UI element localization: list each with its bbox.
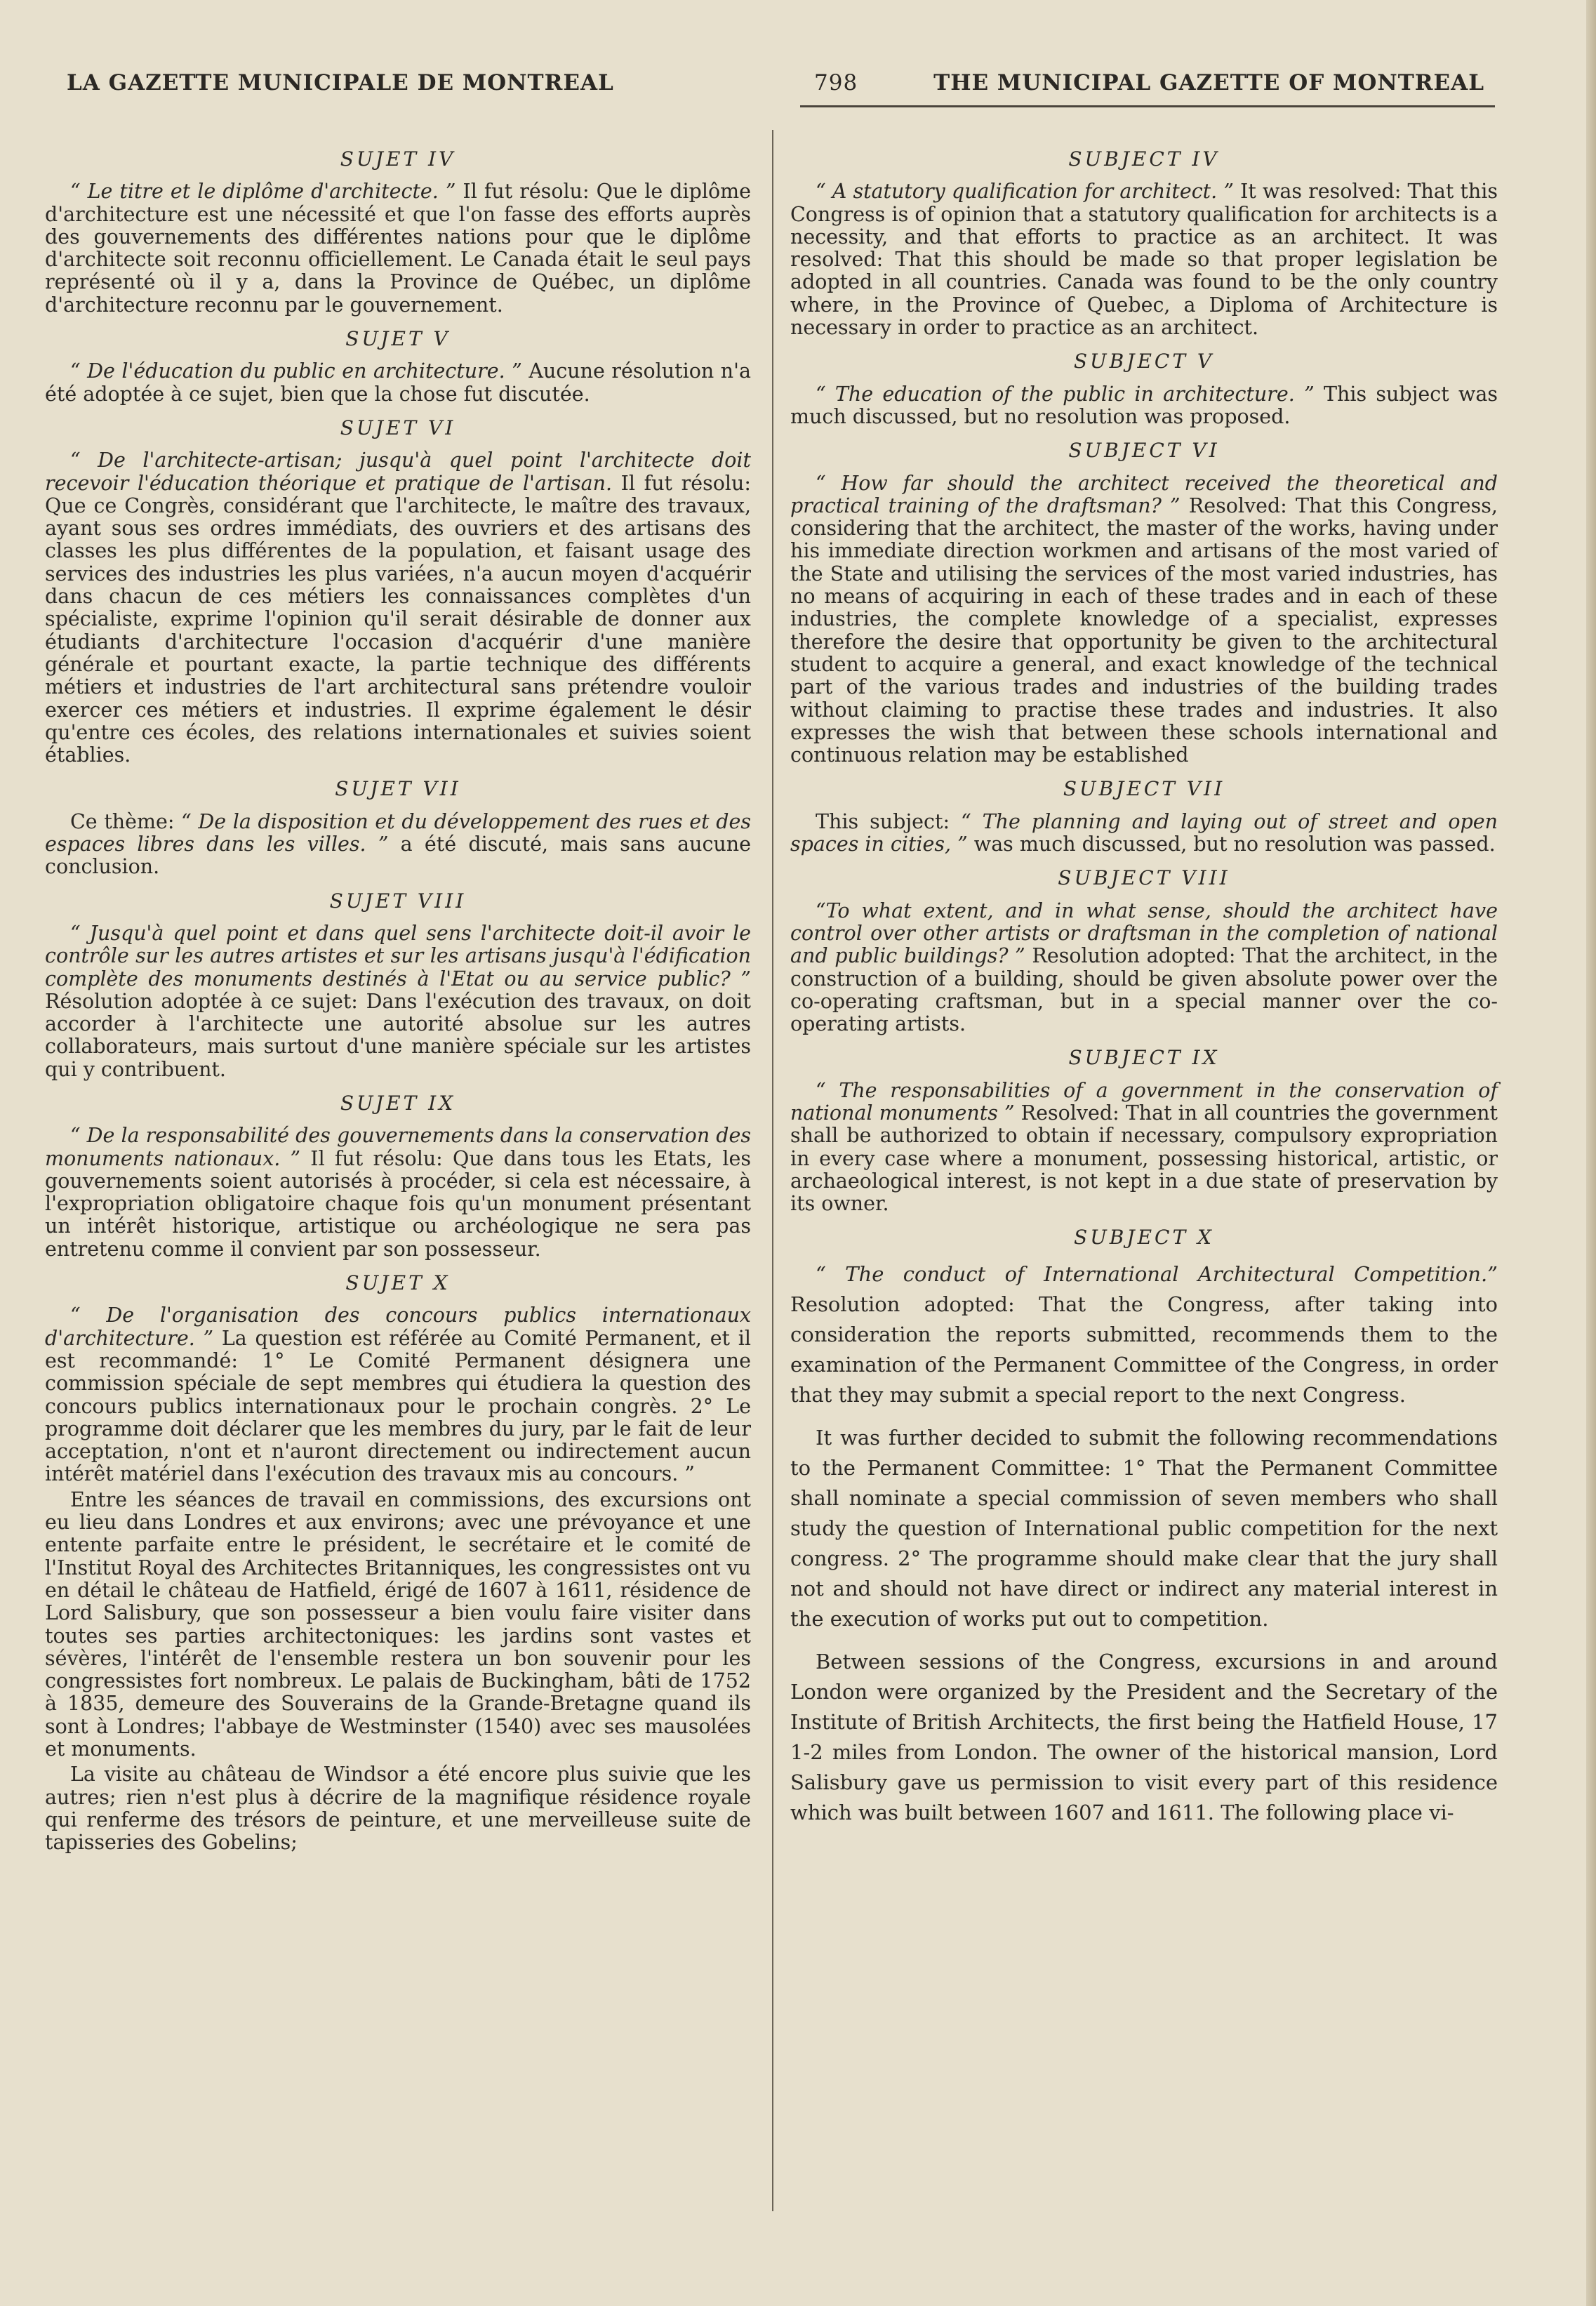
paragraph-text: This subject was much discussed, but no resolution was proposed. bbox=[790, 382, 1498, 428]
page-number: 798 bbox=[814, 70, 858, 95]
header-rule bbox=[800, 105, 1495, 107]
header-english-title: THE MUNICIPAL GAZETTE OF MONTREAL bbox=[933, 70, 1484, 95]
column-divider bbox=[772, 130, 773, 2211]
section-heading: SUBJECT V bbox=[1073, 350, 1215, 373]
paragraph-text: Aucune résolution n'a été adoptée à ce sujet, bien que la chose fut discutée. bbox=[45, 359, 751, 406]
paragraph bbox=[45, 180, 751, 317]
paragraph-text: was much discussed, but no resolution was passed. bbox=[967, 833, 1496, 856]
paragraph: La visite au château de Windsor a été encore plus suivie que les autres; rien n'est plus à décrire de la magnifique résidence royale qui renferme des trésors de peinture, et une merveilleuse suite de tapisseries des Gobelins; bbox=[45, 1763, 751, 1855]
quoted-title: “ How far should the architect received the theoretical and practical training of the draftsman? ” bbox=[790, 471, 1498, 517]
paragraph bbox=[45, 360, 751, 406]
quoted-title: “ The education of the public in architecture. ” bbox=[816, 382, 1315, 406]
paragraph-text: Il fut résolu: Que ce Congrès, considérant que l'architecte, le maître des travaux, ayant sous ses ordres immédiats, des ouvriers et des artisans des classes les plus différentes de la population, et faisant usage des services des industries les plus variées, n'a aucun moyen d'acquérir dans chacun de ces métiers les connaissances complètes d'un spécialiste, exprime l'opinion qu'il serait désirable de donner aux étudiants d'architecture l'occasion d'acquérir d'une manière générale et pourtant exacte, la partie technique des différents métiers et industries de l'art architectural sans prétendre vouloir exercer ces métiers et industries. Il exprime également le désir qu'entre ces écoles, des relations internationales et suivies soient établies. bbox=[45, 471, 751, 767]
header-french-title: LA GAZETTE MUNICIPALE DE MONTREAL bbox=[67, 70, 614, 95]
section-heading: SUJET IX bbox=[340, 1091, 456, 1115]
paragraph: Between sessions of the Congress, excursions in and around London were organized by the President and the Secretary of the Institute of British Architects, the first being the Hatfield House, 17 1-2 miles from London. The owner of the historical mansion, Lord Salisbury gave us permission to visit every part of this residence which was built between 1607 and 1611. The following place vi- bbox=[790, 1649, 1498, 1824]
paragraph: It was further decided to submit the following recommendations to the Permanent Committee: 1° That the Permanent Committee shall nominate a special commission of seven members who shall study the question of International public competition for the next congress. 2° The programme should make clear that the jury shall not and should not have direct or indirect any material interest in the execution of works put out to competition. bbox=[790, 1425, 1498, 1631]
paragraph: Entre les séances de travail en commissions, des excursions ont eu lieu dans Londres et aux environs; avec une prévoyance et une entente parfaite entre le président, le secrétaire et le comité de l'Institut Royal des Architectes Britanniques, les congressistes ont vu en détail le château de Hatfield, érigé de 1607 à 1611, résidence de Lord Salisbury, que son possesseur a bien voulu faire visiter dans toutes ses parties architectoniques: les jardins sont vastes et sévères, l'intérêt de l'ensemble restera un bon souvenir pour les congressistes fort nombreux. Le palais de Buckingham, bâti de 1752 à 1835, demeure des Souverains de la Grande-Bretagne quand ils sont à Londres; l'abbaye de Westminster (1540) avec ses mausolées et monuments. bbox=[45, 1487, 751, 1761]
section-heading: SUJET VII bbox=[335, 777, 461, 801]
paragraph bbox=[790, 383, 1498, 429]
section-heading: SUJET VI bbox=[340, 416, 456, 439]
paragraph bbox=[790, 1259, 1498, 1410]
quoted-title: “ The responsabilities of a government in the conservation of national monuments ” bbox=[790, 1078, 1498, 1125]
quoted-title: “ The planning and laying out of street and open spaces in cities, ” bbox=[790, 809, 1498, 856]
section-heading: SUJET V bbox=[345, 327, 451, 351]
paragraph-text: Résolution adoptée à ce sujet: Dans l'exécution des travaux, on doit accorder à l'architecte une autorité absolue sur les autres collaborateurs, mais surtout d'une manière spéciale sur les artistes qui y contribuent. bbox=[45, 989, 751, 1081]
paragraph-text: Resolved: That this Congress, considering that the architect, the master of the works, having under his immediate direction workmen and artisans of the most varied of the State and utilising the services of the most varied industries, has no means of acquiring in each of these trades and in each of these industries, the complete knowledge of a specialist, expresses therefore the desire that opportunity be given to the architectural student to acquire a general, and exact knowledge of the technical part of the various trades and industries of the building trades without claiming to practise these trades and industries. It also expresses the wish that between these schools international and continuous relation may be established bbox=[790, 493, 1498, 767]
paragraph-text: Resolution adopted: That the Congress, after taking into consideration the reports submitted, recommends them to the examination of the Permanent Committee of the Congress, in order that they may submit a special report to the next Congress. bbox=[790, 1292, 1498, 1407]
page-header bbox=[67, 70, 1484, 105]
section-heading: SUBJECT IV bbox=[1068, 147, 1220, 171]
paragraph-text: Il fut résolu: Que le diplôme d'architecture est une nécessité et que l'on fasse des efforts auprès des gouvernements des différentes nations pour que le diplôme d'architecte soit reconnu officiellement. Le Canada était le seul pays représenté où il y a, dans la Province de Québec, un diplôme d'architecture reconnu par le gouvernement. bbox=[45, 180, 751, 317]
section-heading: SUJET IV bbox=[340, 147, 456, 171]
quoted-title: “ A statutory qualification for architect. ” bbox=[816, 180, 1234, 204]
section-heading: SUBJECT IX bbox=[1068, 1046, 1220, 1070]
paragraph bbox=[790, 900, 1498, 1036]
quoted-title: “ Le titre et le diplôme d'architecte. ” bbox=[70, 180, 456, 204]
section-heading: SUBJECT VII bbox=[1063, 777, 1225, 801]
quoted-title: “ De la disposition et du développement des rues et des espaces libres dans les villes. ” bbox=[45, 809, 751, 856]
paragraph-text: It was resolved: That this Congress is of opinion that a statutory qualification for architects is a necessity, and that efforts to practice as an architect. It was resolved: That this should be made so that proper legislation be adopted in all countries. Canada was found to be the only country where, in the Province of Quebec, a Diploma of Architecture is necessary in order to practice as an architect. bbox=[790, 180, 1498, 340]
french-column bbox=[45, 137, 751, 1857]
paragraph bbox=[790, 472, 1498, 767]
english-column bbox=[790, 137, 1498, 1831]
section-heading: SUJET X bbox=[345, 1271, 451, 1295]
paragraph-text: a été discuté, mais sans aucune conclusion. bbox=[45, 833, 751, 879]
paragraph-lead: Ce thème: bbox=[70, 809, 182, 833]
quoted-title: “ The conduct of International Architectural Competition.” bbox=[816, 1261, 1498, 1286]
section-heading: SUJET VIII bbox=[329, 889, 467, 913]
section-heading: SUBJECT VIII bbox=[1058, 866, 1230, 890]
paragraph bbox=[790, 811, 1498, 856]
paragraph-lead: This subject: bbox=[816, 809, 962, 833]
paragraph bbox=[790, 180, 1498, 339]
paragraph bbox=[790, 1080, 1498, 1216]
paragraph bbox=[45, 1125, 751, 1261]
paragraph bbox=[45, 922, 751, 1081]
quoted-title: “ De la responsabilité des gouvernements dans la conservation des monuments nationaux. ” bbox=[45, 1124, 751, 1170]
quoted-title: “ Jusqu'à quel point et dans quel sens l'architecte doit-il avoir le contrôle sur les autres artistes et sur les artisans jusqu'à l'édification complète des monuments destinés à l'Etat ou au service public? ” bbox=[45, 921, 751, 990]
paragraph bbox=[45, 811, 751, 879]
paragraph bbox=[45, 449, 751, 767]
quoted-title: “ De l'éducation du public en architecture. ” bbox=[70, 359, 522, 383]
paragraph-text: Il fut résolu: Que dans tous les Etats, les gouvernements soient autorisés à procéder, si cela est nécessaire, à l'expropriation obligatoire chaque fois qu'un monument présentant un intérêt historique, artistique ou archéologique ne sera pas entretenu comme il convient par son possesseur. bbox=[45, 1146, 751, 1261]
wide-leading-block bbox=[790, 1259, 1498, 1828]
section-heading: SUBJECT VI bbox=[1068, 439, 1220, 463]
quoted-title: “To what extent, and in what sense, should the architect have control over other artists or draftsman in the completion of national and public buildings? ” bbox=[790, 899, 1498, 968]
paragraph-text: Resolution adopted: That the architect, in the construction of a building, should be given absolute power over the co-operating craftsman, but in a special manner over the co-operating artists. bbox=[790, 944, 1498, 1036]
paragraph bbox=[45, 1304, 751, 1485]
page-edge bbox=[1586, 0, 1596, 2306]
paragraph-text: La question est référée au Comité Permanent, et il est recommandé: 1° Le Comité Permanent désignera une commission spéciale de sept membres qui étudiera la question des concours publics internationaux pour le prochain congrès. 2° Le programme doit déclarer que les membres du jury, par le fait de leur acceptation, n'ont et n'auront directement ou indirectement aucun intérêt matériel dans l'exécution des travaux mis au concours. ” bbox=[45, 1326, 751, 1486]
quoted-title: “ De l'architecte-artisan; jusqu'à quel point l'architecte doit recevoir l'éducation théorique et pratique de l'artisan. bbox=[45, 449, 751, 495]
quoted-title: “ De l'organisation des concours publics internationaux d'architecture. ” bbox=[45, 1304, 751, 1350]
section-heading: SUBJECT X bbox=[1074, 1226, 1214, 1250]
paragraph-text: Resolved: That in all countries the government shall be authorized to obtain if necessary, compulsory expropriation in every case where a monument, possessing historical, artistic, or archaeological interest, is not kept in a due state of preservation by its owner. bbox=[790, 1101, 1498, 1216]
